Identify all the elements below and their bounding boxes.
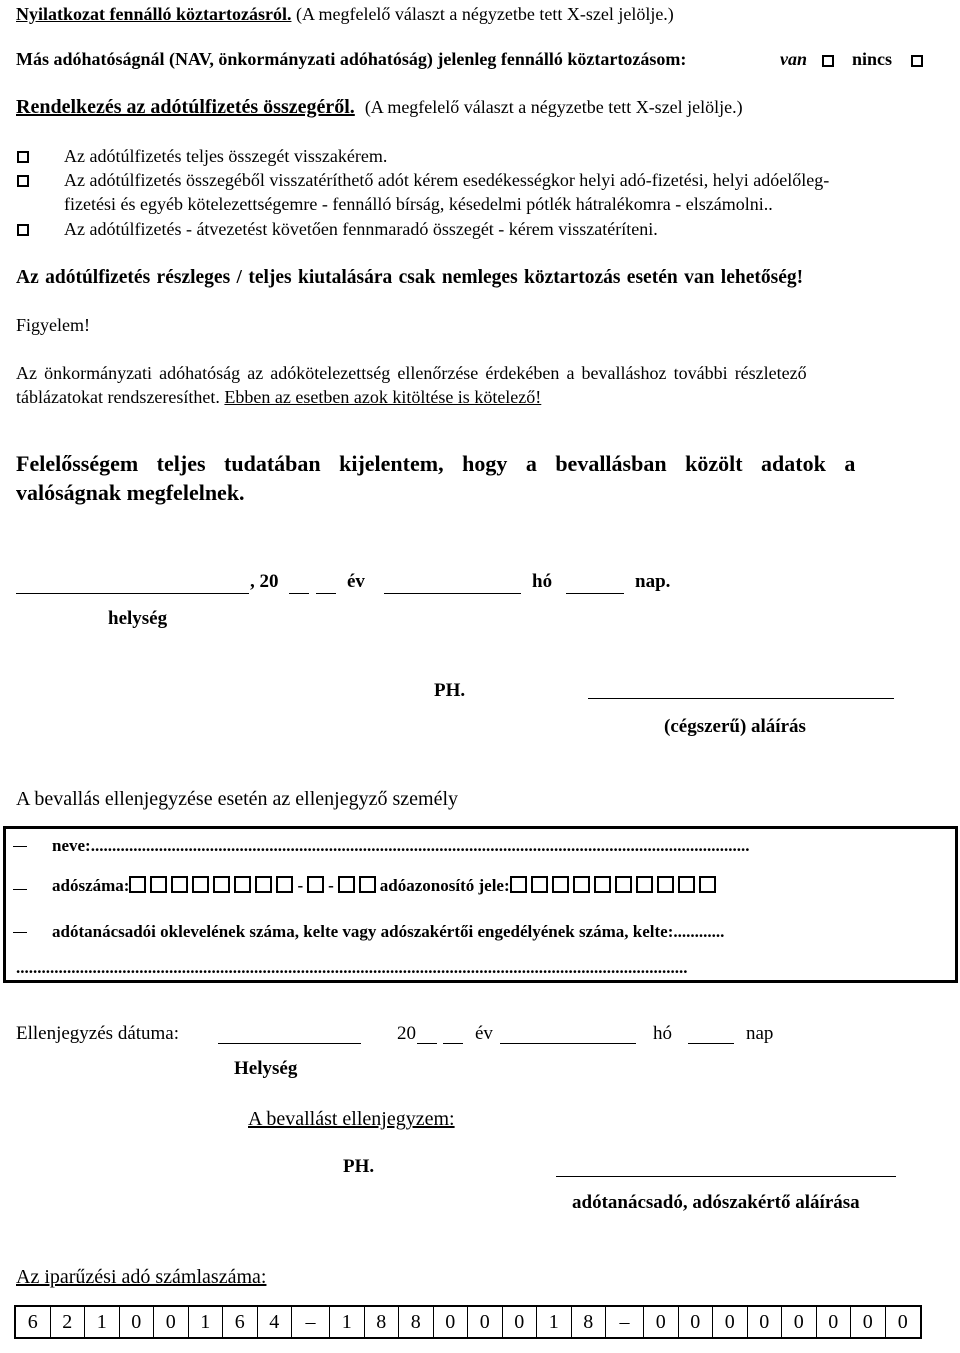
tax-number-separator: - (297, 876, 304, 895)
account-digit: 0 (434, 1307, 469, 1337)
refund-option1-checkbox[interactable] (17, 151, 29, 163)
tax-number-box[interactable] (213, 876, 230, 893)
account-digit: 8 (572, 1307, 607, 1337)
cs-year-prefix: 20 (397, 1023, 416, 1044)
van-checkbox[interactable] (822, 55, 834, 67)
declaration-heading (16, 4, 674, 25)
tax-number-box[interactable] (129, 876, 146, 893)
account-digit: 0 (817, 1307, 852, 1337)
certificate-line[interactable]: adótanácsadói oklevelének száma, kelte vagy adószakértői engedélyének száma, kelte:............ (52, 922, 725, 941)
account-digit: 0 (120, 1307, 155, 1337)
cs-ev: év (475, 1023, 493, 1044)
account-digit: 1 (330, 1307, 365, 1337)
tax-id-box[interactable] (678, 876, 695, 893)
account-digit: 2 (51, 1307, 86, 1337)
debt-question-row (16, 49, 686, 70)
tax-id-box[interactable] (657, 876, 674, 893)
tax-id-box[interactable] (615, 876, 632, 893)
responsibility-line1: Felelősségem teljes tudatában kijelentem, hogy a bevallásban közölt adatok a (16, 451, 856, 476)
tax-id-box[interactable] (531, 876, 548, 893)
tax-number-box[interactable] (192, 876, 209, 893)
signature-label: (cégszerű) aláírás (664, 716, 806, 737)
debt-question: Más adóhatóságnál (NAV, önkormányzati adóhatóság) jelenleg fennálló köztartozásom: (16, 49, 687, 69)
ph-label: PH. (434, 680, 466, 701)
refund-note: (A megfelelő választ a négyzetbe tett X-szel jelölje.) (364, 97, 743, 117)
declaration-note: (A megfelelő választ a négyzetbe tett X-szel jelölje.) (295, 4, 674, 24)
cs-signature-line[interactable] (556, 1176, 896, 1177)
option-van-label: van (780, 49, 807, 69)
tax-number-boxes[interactable] (129, 876, 379, 896)
tax-number-separator: - (328, 876, 334, 895)
tables-note-line2 (16, 387, 541, 408)
account-digit: 0 (713, 1307, 748, 1337)
payout-note: Az adótúlfizetés részleges / teljes kiutalására csak nemleges köztartozás esetén van lehetőség! (16, 267, 804, 288)
account-digit: 0 (503, 1307, 538, 1337)
account-digit: 0 (679, 1307, 714, 1337)
refund-option3-text: Az adótúlfizetés - átvezetést követően fennmaradó összegét - kérem visszatéríteni. (64, 219, 658, 239)
tax-number-box[interactable] (150, 876, 167, 893)
cs-place-line[interactable] (218, 1043, 361, 1044)
cs-year-digit2[interactable] (443, 1043, 463, 1044)
tax-id-box[interactable] (510, 876, 527, 893)
countersign-title: A bevallás ellenjegyzése esetén az ellenjegyző személy (16, 788, 459, 810)
cs-helyseg: Helység (234, 1058, 298, 1079)
tax-id-box[interactable] (636, 876, 653, 893)
helyseg-label: helység (108, 608, 168, 629)
responsibility-line2: valóságnak megfelelnek. (16, 480, 245, 505)
cs-month-line[interactable] (500, 1043, 636, 1044)
cs-ph: PH. (343, 1156, 375, 1177)
tax-number-box[interactable] (255, 876, 272, 893)
tax-number-row (52, 876, 720, 896)
account-digit: 6 (223, 1307, 258, 1337)
cs-nap: nap (746, 1023, 774, 1044)
account-digit: 0 (851, 1307, 886, 1337)
account-separator: – (292, 1307, 330, 1337)
place-line[interactable] (16, 593, 249, 594)
cs-ho: hó (653, 1023, 672, 1044)
tax-number-box[interactable] (359, 876, 376, 893)
account-digit: 6 (16, 1307, 51, 1337)
tax-number-box[interactable] (234, 876, 251, 893)
dash-3 (13, 932, 27, 933)
dash-2 (13, 889, 27, 890)
refund-title: Rendelkezés az adótúlfizetés összegéről. (16, 96, 355, 118)
cs-year-digit1[interactable] (417, 1043, 437, 1044)
tax-number-box[interactable] (338, 876, 355, 893)
tables-note-line1: Az önkormányzati adóhatóság az adókötelezettség ellenőrzése érdekében a bevalláshoz további részletező (16, 363, 807, 383)
tables-required: Ebben az esetben azok kitöltése is kötelező! (224, 387, 542, 407)
tax-number-box[interactable] (276, 876, 293, 893)
refund-heading (16, 96, 743, 119)
tax-id-box[interactable] (699, 876, 716, 893)
account-digit: 0 (897, 1310, 908, 1333)
account-digit: 1 (189, 1307, 224, 1337)
nap-label: nap. (635, 571, 671, 592)
cs-day-line[interactable] (688, 1043, 734, 1044)
account-digit: 4 (258, 1307, 293, 1337)
debt-options (780, 49, 923, 70)
tax-number-box[interactable] (171, 876, 188, 893)
account-number-cells (14, 1305, 922, 1339)
attention-label: Figyelem! (16, 315, 90, 335)
day-line[interactable] (566, 593, 624, 594)
ev-label: év (347, 571, 365, 592)
refund-option2-line1: Az adótúlfizetés összegéből visszatéríthető adót kérem esedékességkor helyi adó-fizetési, helyi adóelőleg- (64, 170, 830, 190)
year-digit2-line[interactable] (316, 593, 336, 594)
signature-line[interactable] (588, 698, 894, 699)
account-digit: 1 (537, 1307, 572, 1337)
account-digit: 0 (468, 1307, 503, 1337)
option-nincs-label: nincs (852, 49, 893, 69)
dash-1 (13, 846, 27, 847)
cs-signature-label: adótanácsadó, adószakértő aláírása (572, 1192, 860, 1213)
refund-option1-text: Az adótúlfizetés teljes összegét visszakérem. (64, 146, 388, 166)
tax-id-boxes[interactable] (510, 876, 720, 896)
countersign-name[interactable]: neve:........................................................................................................................................................... (52, 836, 750, 855)
account-separator: – (606, 1307, 644, 1337)
tax-id-box[interactable] (594, 876, 611, 893)
account-digit: 0 (748, 1307, 783, 1337)
account-title: Az iparűzési adó számlaszáma: (16, 1266, 267, 1288)
tax-number-box[interactable] (307, 876, 324, 893)
refund-option2-line2: fizetési és egyéb kötelezettségemre - fennálló bírság, késedelmi pótlék hátralékomra - elszámolni.. (64, 194, 773, 214)
account-digit: 0 (154, 1307, 189, 1337)
account-digit: 1 (85, 1307, 120, 1337)
year-digit1-line[interactable] (289, 593, 309, 594)
ho-label: hó (532, 571, 553, 592)
account-digit: 0 (644, 1307, 679, 1337)
refund-option3-checkbox[interactable] (17, 224, 29, 236)
tax-id-label: adóazonosító jele: (379, 876, 510, 895)
refund-option2-checkbox[interactable] (17, 175, 29, 187)
year-prefix: , 20 (250, 571, 279, 592)
account-digit: 0 (782, 1307, 817, 1337)
tax-id-box[interactable] (552, 876, 569, 893)
account-digit: 8 (365, 1307, 400, 1337)
certificate-dots[interactable]: .............................................................................................................................................................. (16, 958, 688, 977)
tax-number-label: adószáma: (52, 876, 130, 895)
cs-date-label: Ellenjegyzés dátuma: (16, 1023, 180, 1044)
account-digit: 8 (399, 1307, 434, 1337)
month-line[interactable] (384, 593, 521, 594)
declaration-title: Nyilatkozat fennálló köztartozásról. (16, 4, 292, 24)
i-countersign: A bevallást ellenjegyzem: (248, 1108, 455, 1130)
tax-id-box[interactable] (573, 876, 590, 893)
nincs-checkbox[interactable] (911, 55, 923, 67)
tables-note-text: táblázatokat rendszeresíthet. (16, 387, 220, 407)
